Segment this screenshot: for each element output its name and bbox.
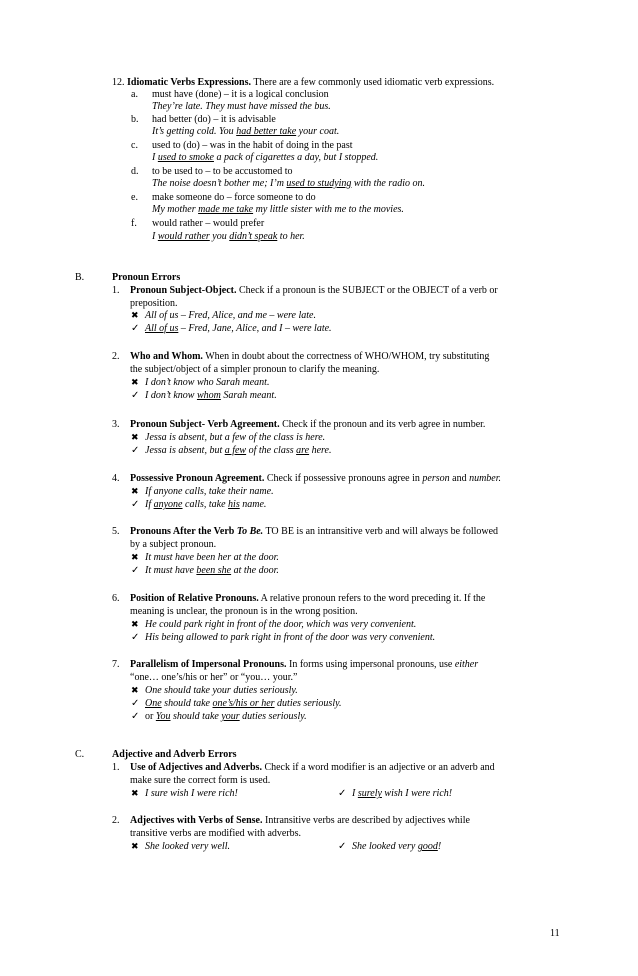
- check-mark-icon: ✓: [131, 632, 140, 643]
- check-mark-icon: ✓: [338, 788, 347, 799]
- sub-letter: f.: [131, 218, 137, 229]
- item-text-cont: preposition.: [130, 298, 178, 309]
- item-number: 3.: [112, 419, 120, 430]
- item-text: Position of Relative Pronouns. A relative pronoun refers to the word preceding it. If the: [130, 593, 486, 604]
- item-text: Parallelism of Impersonal Pronouns. In forms using impersonal pronouns, use either: [130, 659, 479, 670]
- section-title: Adjective and Adverb Errors: [112, 749, 237, 760]
- item-number: 7.: [112, 659, 120, 670]
- check-mark-icon: ✓: [131, 323, 140, 334]
- section-title: Pronoun Errors: [112, 272, 181, 283]
- sub-definition: must have (done) – it is a logical conclusion: [152, 89, 329, 100]
- item-number: 2.: [112, 815, 120, 826]
- check-mark-icon: ✓: [131, 390, 140, 401]
- item-number: 1.: [112, 285, 120, 296]
- item-text: Who and Whom. When in doubt about the correctness of WHO/WHOM, try substituting: [130, 351, 490, 362]
- right-example: ✓ His being allowed to park right in front of the door was very convenient.: [131, 632, 436, 643]
- sub-letter: c.: [131, 140, 138, 151]
- sub-definition: make someone do – force someone to do: [152, 192, 316, 203]
- wrong-example: ✖ If anyone calls, take their name.: [131, 486, 274, 497]
- right-example: ✓ If anyone calls, take his name.: [131, 499, 267, 510]
- item-title: Idiomatic Verbs Expressions.: [127, 77, 252, 88]
- wrong-example: ✖ She looked very well.: [131, 841, 230, 852]
- wrong-example: ✖ I don’t know who Sarah meant.: [131, 377, 270, 388]
- sub-example: The noise doesn’t bother me; I’m used to studying with the radio on.: [152, 178, 426, 189]
- x-mark-icon: ✖: [131, 789, 139, 799]
- right-example: ✓ I surely wish I were rich!: [338, 788, 453, 799]
- item-12-heading: [112, 77, 494, 90]
- item-text-cont: the subject/object of a simpler pronoun to clarify the meaning.: [130, 364, 380, 375]
- check-mark-icon: ✓: [131, 698, 140, 709]
- check-mark-icon: ✓: [131, 711, 140, 722]
- sub-example: My mother made me take my little sister with me to the movies.: [152, 204, 404, 215]
- sub-letter: e.: [131, 192, 138, 203]
- sub-letter: b.: [131, 114, 139, 125]
- item-text-cont: transitive verbs are modified with adverbs.: [130, 828, 302, 839]
- right-example: ✓ or You should take your duties seriously.: [131, 711, 307, 722]
- item-number: 4.: [112, 473, 120, 484]
- x-mark-icon: ✖: [131, 553, 139, 563]
- item-text: Use of Adjectives and Adverbs. Check if a word modifier is an adjective or an adverb and: [130, 762, 495, 773]
- x-mark-icon: ✖: [131, 842, 139, 852]
- item-number: 2.: [112, 351, 120, 362]
- item-number: 12.: [112, 77, 125, 88]
- item-text-cont: meaning is unclear, the pronoun is in the wrong position.: [130, 606, 358, 617]
- right-example: ✓ It must have been she at the door.: [131, 565, 279, 576]
- wrong-example: ✖ All of us – Fred, Alice, and me – were late.: [131, 310, 316, 321]
- sub-definition: would rather – would prefer: [152, 218, 265, 229]
- item-text-cont: “one… one’s/his or her” or “you… your.”: [130, 672, 298, 683]
- sub-definition: to be used to – to be accustomed to: [152, 166, 293, 177]
- x-mark-icon: ✖: [131, 311, 139, 321]
- wrong-example: ✖ He could park right in front of the door, which was very convenient.: [131, 619, 417, 630]
- item-text: There are a few commonly used idiomatic verb expressions.: [251, 77, 495, 88]
- page-number: 11: [550, 928, 560, 939]
- x-mark-icon: ✖: [131, 433, 139, 443]
- sub-letter: d.: [131, 166, 139, 177]
- sub-definition: used to (do) – was in the habit of doing in the past: [152, 140, 353, 151]
- item-text: Adjectives with Verbs of Sense. Intransitive verbs are described by adjectives while: [130, 815, 470, 826]
- section-letter: B.: [75, 272, 85, 283]
- item-text: Pronoun Subject-Object. Check if a pronoun is the SUBJECT or the OBJECT of a verb or: [130, 285, 498, 296]
- wrong-example: ✖ I sure wish I were rich!: [131, 788, 238, 799]
- sub-example: It’s getting cold. You had better take your coat.: [152, 126, 340, 137]
- right-example: ✓ Jessa is absent, but a few of the class are here.: [131, 445, 332, 456]
- right-example: ✓ She looked very good!: [338, 841, 442, 852]
- check-mark-icon: ✓: [338, 841, 347, 852]
- sub-example: I used to smoke a pack of cigarettes a day, but I stopped.: [152, 152, 379, 163]
- item-number: 6.: [112, 593, 120, 604]
- sub-letter: a.: [131, 89, 138, 100]
- section-letter: C.: [75, 749, 85, 760]
- item-text: Possessive Pronoun Agreement. Check if possessive pronouns agree in person and number.: [130, 473, 502, 484]
- sub-definition: had better (do) – it is advisable: [152, 114, 276, 125]
- right-example: ✓ One should take one’s/his or her duties seriously.: [131, 698, 342, 709]
- x-mark-icon: ✖: [131, 378, 139, 388]
- sub-example: They’re late. They must have missed the bus.: [152, 101, 331, 112]
- item-number: 1.: [112, 762, 120, 773]
- wrong-example: ✖ It must have been her at the door.: [131, 552, 279, 563]
- check-mark-icon: ✓: [131, 565, 140, 576]
- check-mark-icon: ✓: [131, 445, 140, 456]
- wrong-example: ✖ Jessa is absent, but a few of the class is here.: [131, 432, 326, 443]
- check-mark-icon: ✓: [131, 499, 140, 510]
- right-example: ✓ All of us – Fred, Jane, Alice, and I – were late.: [131, 323, 332, 334]
- sub-example: I would rather you didn’t speak to her.: [152, 231, 305, 242]
- x-mark-icon: ✖: [131, 686, 139, 696]
- item-text-cont: by a subject pronoun.: [130, 539, 217, 550]
- wrong-example: ✖ One should take your duties seriously.: [131, 685, 298, 696]
- item-number: 5.: [112, 526, 120, 537]
- item-text-cont: make sure the correct form is used.: [130, 775, 271, 786]
- x-mark-icon: ✖: [131, 487, 139, 497]
- right-example: ✓ I don’t know whom Sarah meant.: [131, 390, 277, 401]
- item-text: Pronouns After the Verb To Be. TO BE is an intransitive verb and will always be followed: [130, 526, 499, 537]
- x-mark-icon: ✖: [131, 620, 139, 630]
- item-text: Pronoun Subject- Verb Agreement. Check if the pronoun and its verb agree in number.: [130, 419, 486, 430]
